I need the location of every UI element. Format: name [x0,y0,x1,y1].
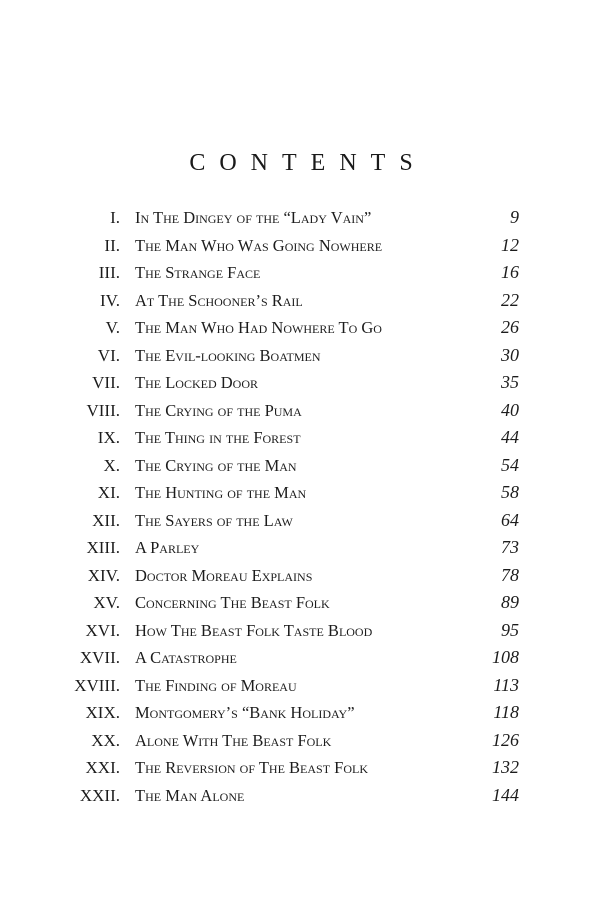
chapter-page-number: 30 [501,344,519,365]
chapter-page-number: 40 [501,399,519,420]
chapter-page-number: 58 [501,482,519,502]
chapter-page-number: 108 [492,647,519,667]
chapter-number: XXII. [79,785,120,805]
chapter-page-number: 126 [492,729,519,750]
chapter-number: XIX. [85,703,120,722]
toc-entry[interactable] [0,204,602,232]
toc-entry[interactable] [0,507,602,535]
chapter-number: II. [104,235,120,255]
chapter-title: The Crying of the Man [135,455,297,475]
chapter-number: XI. [97,483,120,502]
toc-entry[interactable] [0,672,602,700]
toc-entry[interactable] [0,617,602,645]
toc-entry[interactable] [0,452,602,480]
chapter-number: III. [98,263,120,282]
toc-entry[interactable] [0,479,602,507]
chapter-title: The Crying of the Puma [135,400,302,420]
chapter-number: XVI. [85,620,120,640]
chapter-number: X. [103,455,120,475]
toc-entry[interactable] [0,314,602,342]
chapter-title: The Evil-looking Boatmen [135,345,321,365]
toc-entry[interactable] [0,699,602,727]
chapter-page-number: 26 [501,317,519,337]
chapter-title: The Locked Door [135,373,258,392]
chapter-title: Doctor Moreau Explains [135,565,313,585]
chapter-number: IV. [100,290,120,310]
toc-entry[interactable] [0,589,602,617]
toc-entry[interactable] [0,369,602,397]
page-title: CONTENTS [189,150,427,176]
chapter-page-number: 132 [492,757,519,777]
chapter-page-number: 89 [501,592,519,612]
chapter-number: I. [110,208,120,227]
chapter-page-number: 95 [501,619,519,640]
chapter-page-number: 73 [501,537,519,557]
toc-entry[interactable] [0,754,602,782]
chapter-page-number: 64 [501,509,519,530]
toc-entry[interactable] [0,727,602,755]
chapter-title: Montgomery’s “Bank Holiday” [135,703,355,722]
toc-entry[interactable] [0,782,602,810]
chapter-number: XXI. [85,758,120,777]
chapter-title: The Man Who Had Nowhere To Go [135,318,382,337]
chapter-title: The Finding of Moreau [135,675,297,695]
chapter-title: The Thing in the Forest [135,428,301,447]
chapter-title: The Man Alone [135,785,245,805]
chapter-page-number: 54 [501,454,519,475]
chapter-number: XV. [93,593,120,612]
chapter-number: IX. [97,428,120,447]
chapter-title: The Hunting of the Man [135,483,307,502]
chapter-number: XII. [92,510,120,530]
chapter-number: XIV. [87,565,120,585]
chapter-title: A Parley [135,538,200,557]
chapter-page-number: 144 [492,784,519,805]
chapter-title: Alone With The Beast Folk [135,730,332,750]
chapter-title: The Man Who Was Going Nowhere [135,235,383,255]
table-of-contents [0,204,602,809]
chapter-title: Concerning The Beast Folk [135,593,330,612]
chapter-number: XVII. [79,648,120,667]
toc-entry[interactable] [0,644,602,672]
chapter-page-number: 113 [493,674,519,695]
chapter-title: A Catastrophe [135,648,237,667]
chapter-page-number: 78 [501,564,519,585]
chapter-page-number: 16 [501,262,519,282]
chapter-page-number: 118 [493,702,519,722]
chapter-title: The Strange Face [135,263,261,282]
chapter-title: How The Beast Folk Taste Blood [135,620,373,640]
toc-entry[interactable] [0,232,602,260]
chapter-page-number: 22 [501,289,519,310]
toc-entry[interactable] [0,397,602,425]
chapter-number: XX. [91,730,120,750]
chapter-title: The Reversion of The Beast Folk [135,758,368,777]
chapter-number: VI. [97,345,120,365]
chapter-page-number: 44 [501,427,519,447]
toc-entry[interactable] [0,562,602,590]
chapter-number: XIII. [86,538,120,557]
chapter-number: XVIII. [74,675,120,695]
chapter-number: VIII. [86,400,120,420]
toc-entry[interactable] [0,424,602,452]
chapter-title: The Sayers of the Law [135,510,293,530]
chapter-page-number: 9 [510,207,519,227]
chapter-page-number: 12 [501,234,519,255]
toc-entry[interactable] [0,342,602,370]
toc-entry[interactable] [0,259,602,287]
toc-entry[interactable] [0,534,602,562]
chapter-number: VII. [92,373,120,392]
toc-entry[interactable] [0,287,602,315]
chapter-title: At The Schooner’s Rail [135,290,303,310]
chapter-title: In The Dingey of the “Lady Vain” [135,208,372,227]
chapter-number: V. [105,318,120,337]
chapter-page-number: 35 [501,372,519,392]
